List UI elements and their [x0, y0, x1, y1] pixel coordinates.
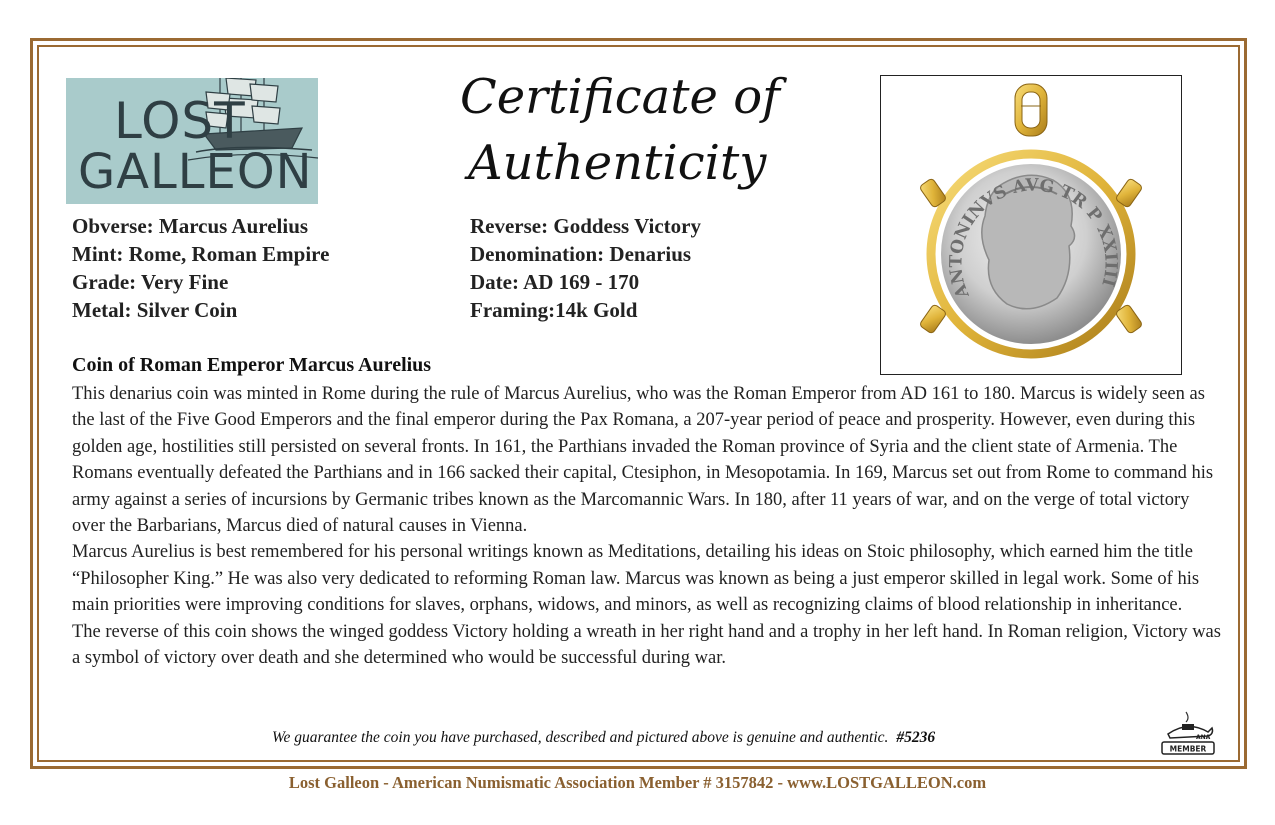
logo-text-galleon: GALLEON — [78, 144, 313, 200]
coin-specs-right — [470, 212, 701, 324]
paragraph-history: This denarius coin was minted in Rome during the rule of Marcus Aurelius, who was the Roman Emperor from AD 161 to 180. Marcus is widely seen as the last of the Five Good Emperors and the final emperor during the Pax Romana, a 207-year period of peace and prosperity. However, even during this golden age, hostilities still persisted on several fronts. In 161, the Parthians invaded the Roman province of Syria and the client state of Armenia. The Romans eventually defeated the Parthians and in 166 sacked their capital, Ctesiphon, in Mesopotamia. In 169, Marcus set out from Rome to command his army against a series of incursions by Germanic tribes known as the Marcomannic Wars. In 180, after 11 years of war, and on the verge of total victory over the Barbarians, Marcus died of natural causes in Vienna. — [72, 384, 1214, 537]
paragraph-reverse: The reverse of this coin shows the winged goddess Victory holding a wreath in her right hand and a trophy in her left hand. In Roman religion, Victory was a symbol of victory over death and she determined who would be successful during war. — [72, 621, 1221, 669]
spec-mint: Mint: Rome, Roman Empire — [72, 242, 330, 266]
guarantee-statement — [272, 729, 935, 747]
spec-grade: Grade: Very Fine — [72, 270, 229, 294]
coin-photo — [880, 75, 1182, 375]
lost-galleon-logo — [66, 78, 318, 204]
spec-denomination: Denomination: Denarius — [470, 242, 692, 266]
ana-member-badge — [1156, 706, 1220, 756]
title-line-2: Authenticity — [468, 135, 767, 191]
guarantee-text: We guarantee the coin you have purchased, described and pictured above is genuine and authentic. — [272, 729, 889, 746]
paragraph-legacy: Marcus Aurelius is best remembered for his personal writings known as Meditations, detailing his ideas on Stoic philosophy, which earned him the title “Philosopher King.” He was also very dedicated to reforming Roman law. Marcus was known as being a just emperor skilled in legal work. Some of his main priorities were improving conditions for slaves, orphans, widows, and minors, as well as recognizing claims of blood relationship in inheritance. — [72, 542, 1200, 616]
spec-reverse: Reverse: Goddess Victory — [470, 214, 701, 238]
certificate-title — [460, 64, 780, 196]
logo-text-lost: LOST — [114, 92, 246, 150]
footer-membership: Lost Galleon - American Numismatic Association Member # 3157842 - www.LOSTGALLEON.com — [288, 773, 987, 792]
coin-specs-left — [72, 212, 329, 324]
ana-lamp-icon — [1156, 706, 1220, 756]
coin-inscription: ANTONINVS AVG TR P XXIIII — [946, 175, 1121, 301]
certificate-number: #5236 — [896, 729, 936, 746]
spec-obverse: Obverse: Marcus Aurelius — [72, 214, 309, 238]
title-line-1: Certificate of — [460, 69, 780, 125]
ana-badge-top-text: ANA — [1196, 734, 1211, 741]
spec-metal: Metal: Silver Coin — [72, 298, 238, 322]
section-heading: Coin of Roman Emperor Marcus Aurelius — [72, 354, 432, 376]
ana-badge-bottom-text: MEMBER — [1169, 744, 1207, 754]
spec-date: Date: AD 169 - 170 — [470, 270, 640, 294]
spec-framing: Framing:14k Gold — [470, 298, 638, 322]
coin-pendant-image — [881, 76, 1181, 374]
description-body — [72, 381, 1222, 671]
